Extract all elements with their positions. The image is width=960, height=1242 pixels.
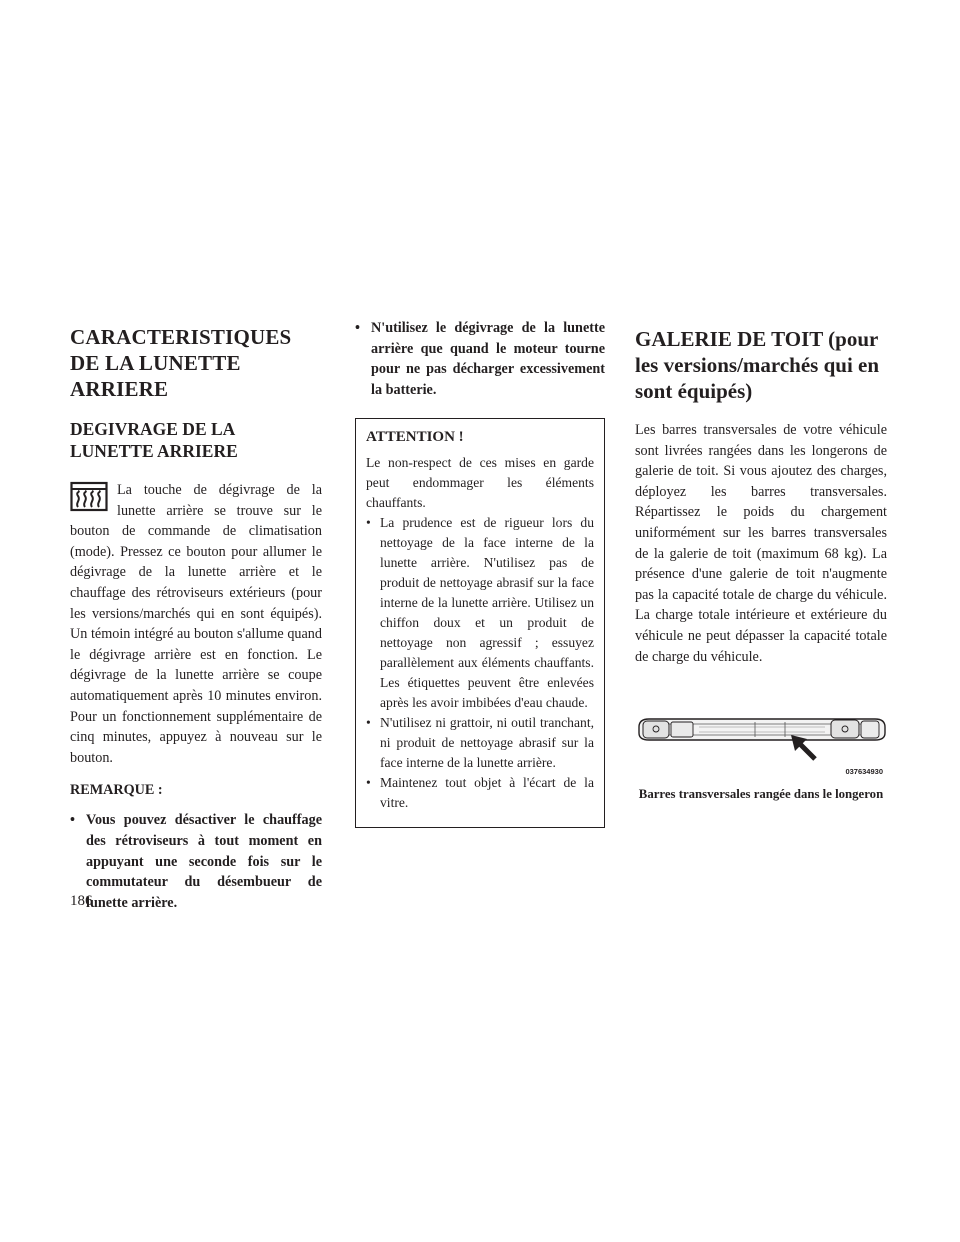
subsection-title: DEGIVRAGE DE LA LUNETTE ARRIERE — [70, 419, 238, 461]
crossbar-illustration — [635, 707, 887, 793]
warning-intro: Le non-respect de ces mises en garde peut endommager les éléments chauffants. — [366, 455, 594, 511]
note-list-continued — [355, 318, 605, 400]
note-label: REMARQUE : — [70, 782, 163, 799]
note-list — [70, 810, 322, 913]
column-left — [70, 318, 322, 913]
page-number: 186 — [70, 893, 93, 909]
warning-title: ATTENTION ! — [366, 429, 464, 446]
warning-list — [366, 513, 594, 813]
defrost-text: La touche de dégivrage de la lunette arrière se trouve sur le bouton de commande de climatisation (mode). Pressez ce bouton pour allumer le dégivrage de la lunette arrière et le chauffage des rétroviseurs extérieurs (pour les versions/marchés qui en sont équipés). Un témoin intégré au bouton s'allume quand le dégivrage arrière est en fonction. Le dégivrage de la lunette arrière se coupe automatiquement après 10 minutes environ. Pour un fonctionnement supplémentaire de cinq minutes, appuyez à nouveau sur le bouton. — [70, 482, 322, 766]
column-right — [635, 318, 887, 802]
roof-rack-text: Les barres transversales de votre véhicule sont livrées rangées dans les longerons de galerie de toit. Si vous ajoutez des charges, déployez les barres transversales. Répartissez le poids du chargement uniformément sur les barres transversales de la galerie de toit (maximum 68 kg). La présence d'une galerie de toit n'augmente pas la capacité totale de charge du véhicule. La charge totale intérieure et extérieure du véhicule ne peut dépasser la capacité totale de charge du véhicule. — [635, 422, 887, 665]
figure-code: 037634930 — [845, 767, 883, 777]
list-item: • N'utilisez le dégivrage de la lunette arrière que quand le moteur tourne pour ne pas décharger excessivement la batterie. — [355, 318, 605, 400]
list-item: • Vous pouvez désactiver le chauffage des rétroviseurs à tout moment en appuyant une seconde fois sur le commutateur du désembueur de lunette arrière. — [70, 810, 322, 913]
defrost-paragraph — [70, 480, 322, 768]
rear-defrost-icon — [70, 480, 108, 512]
list-item: • N'utilisez ni grattoir, ni outil tranchant, ni produit de nettoyage abrasif sur la face interne de la lunette arrière. — [366, 713, 594, 773]
figure-caption: Barres transversales rangée dans le longeron — [638, 787, 884, 802]
warning-box — [355, 418, 605, 828]
roof-rack-figure — [635, 707, 887, 802]
list-item: • Maintenez tout objet à l'écart de la vitre. — [366, 773, 594, 813]
column-middle — [355, 318, 605, 828]
section-title: CARACTERISTIQUES DE LA LUNETTE ARRIERE — [70, 325, 292, 401]
section-title: GALERIE DE TOIT (pour les versions/marchés qui en sont équipés) — [635, 327, 880, 403]
list-item: • La prudence est de rigueur lors du nettoyage de la face interne de la lunette arrière. N'utilisez pas de produit de nettoyage abrasif sur la face interne de la lunette arrière. Utilisez un chiffon doux et un produit de nettoyage non agressif ; essuyez parallèlement aux éléments chauffants. Les étiquettes peuvent être enlevées après les avoir imbibées d'eau chaude. — [366, 513, 594, 713]
